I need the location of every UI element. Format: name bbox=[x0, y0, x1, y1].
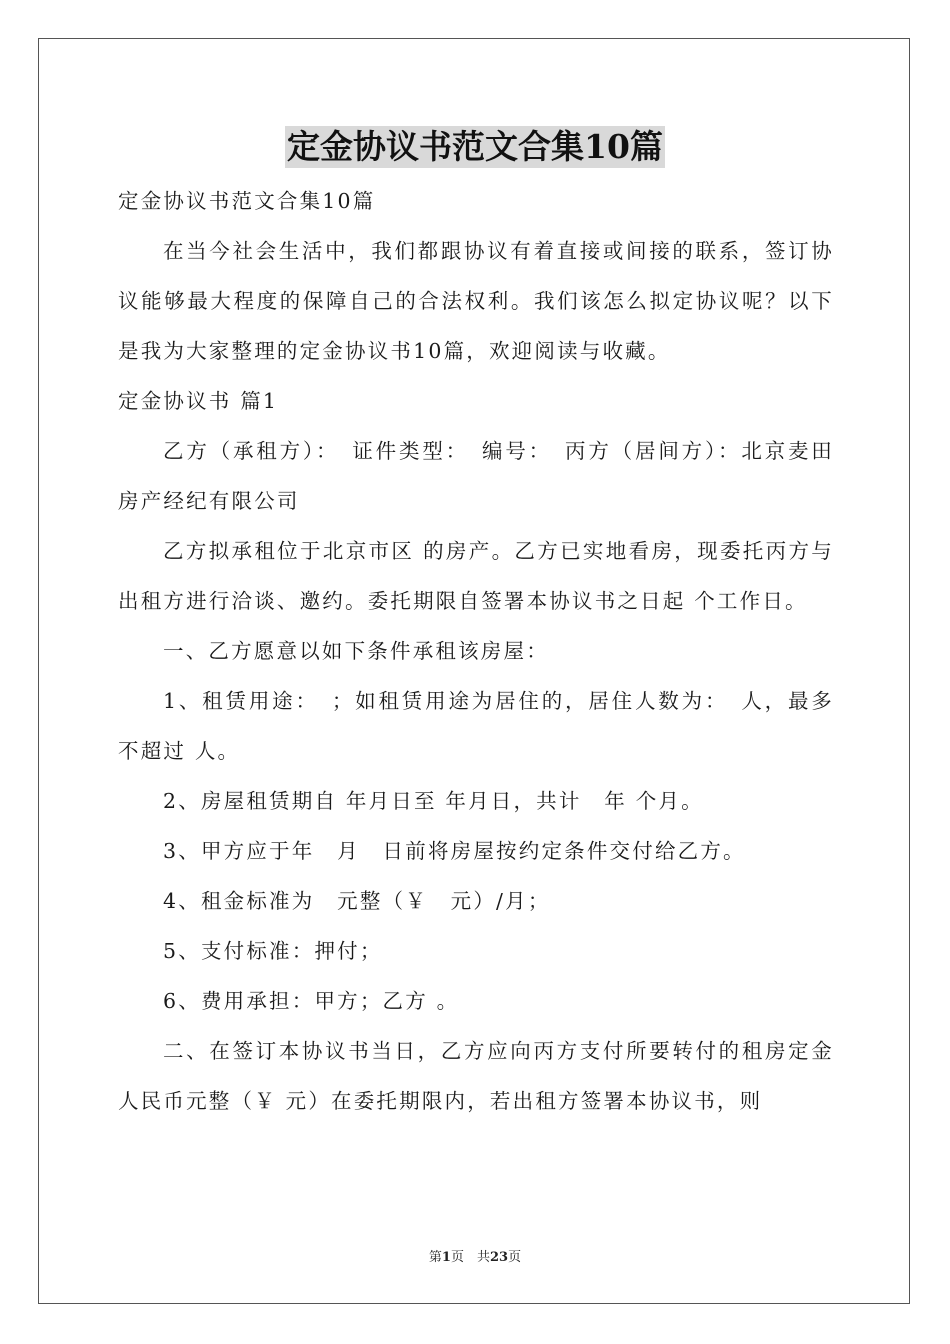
page-footer bbox=[0, 1246, 950, 1265]
footer-prefix: 第 bbox=[428, 1250, 442, 1265]
paragraph: 1、租赁用途： ；如租赁用途为居住的，居住人数为： 人，最多不超过 人。 bbox=[118, 689, 834, 763]
paragraph: 乙方（承租方）： 证件类型： 编号： 丙方（居间方）：北京麦田房产经纪有限公司 bbox=[118, 439, 834, 513]
paragraph: 3、甲方应于年 月 日前将房屋按约定条件交付给乙方。 bbox=[163, 839, 746, 863]
paragraph: 2、房屋租赁期自 年月日至 年月日，共计 年 个月。 bbox=[163, 789, 704, 813]
paragraph: 二、在签订本协议书当日，乙方应向丙方支付所要转付的租房定金人民币元整（￥ 元）在委托期限内，若出租方签署本协议书，则 bbox=[118, 1039, 834, 1113]
footer-total-pages: 23 bbox=[489, 1250, 509, 1265]
paragraph: 在当今社会生活中，我们都跟协议有着直接或间接的联系，签订协议能够最大程度的保障自己的合法权利。我们该怎么拟定协议呢？以下是我为大家整理的定金协议书10篇，欢迎阅读与收藏。 bbox=[118, 239, 834, 363]
document-title: 定金协议书范文合集10篇 bbox=[287, 127, 663, 166]
footer-suffix: 页 bbox=[508, 1250, 522, 1265]
footer-mid: 页 共 bbox=[450, 1250, 490, 1265]
title-container bbox=[0, 126, 950, 168]
document-body bbox=[118, 176, 834, 1126]
paragraph: 6、费用承担：甲方；乙方 。 bbox=[163, 989, 460, 1013]
paragraph: 定金协议书范文合集10篇 bbox=[118, 189, 376, 213]
paragraph: 乙方拟承租位于北京市区 的房产。乙方已实地看房，现委托丙方与出租方进行洽谈、邀约。委托期限自签署本协议书之日起 个工作日。 bbox=[118, 539, 834, 613]
paragraph: 定金协议书 篇1 bbox=[118, 389, 279, 413]
paragraph: 一、乙方愿意以如下条件承租该房屋： bbox=[163, 639, 549, 663]
footer-current-page: 1 bbox=[441, 1250, 451, 1265]
paragraph: 5、支付标准：押付； bbox=[163, 939, 383, 963]
paragraph: 4、租金标准为 元整（￥ 元）/月； bbox=[163, 889, 551, 913]
